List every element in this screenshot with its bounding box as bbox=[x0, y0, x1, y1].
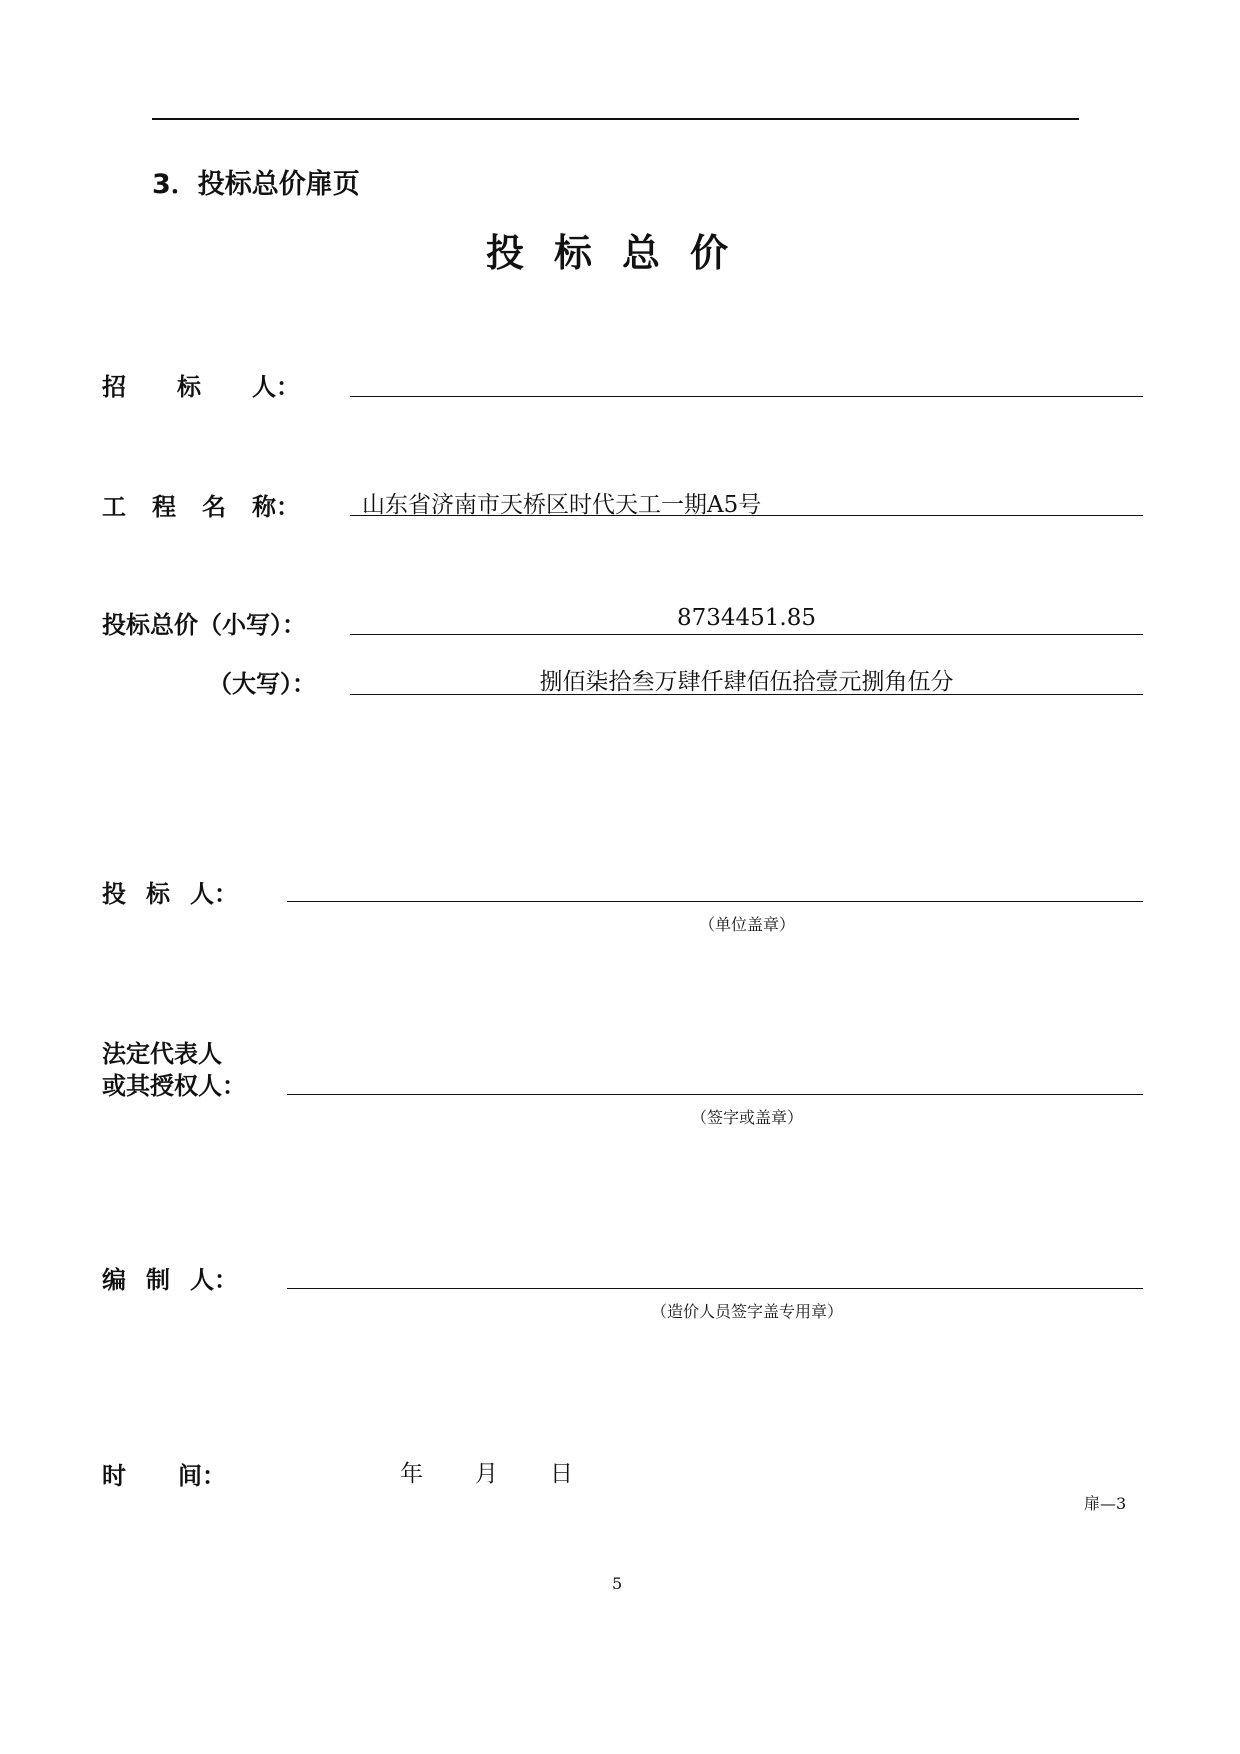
total-price-large-label: （大写）： bbox=[208, 670, 316, 698]
legal-rep-note: （签字或盖章） bbox=[690, 1108, 803, 1127]
total-price-large-line bbox=[350, 694, 1143, 695]
bidder-note: （单位盖章） bbox=[698, 915, 795, 934]
date-day[interactable]: 日 bbox=[550, 1461, 573, 1487]
project-name-label-char: 工 bbox=[102, 493, 126, 521]
legal-rep-line[interactable] bbox=[287, 1094, 1143, 1095]
section-heading: 3．投标总价扉页 bbox=[152, 169, 360, 200]
tenderee-label-char: 人： bbox=[252, 373, 300, 401]
bidder-label-char: 人： bbox=[190, 880, 238, 908]
date-label bbox=[102, 1456, 226, 1491]
project-name-label-char: 称： bbox=[252, 493, 300, 521]
tenderee-label-char: 标 bbox=[177, 373, 201, 401]
legal-rep-label-line2: 或其授权人： bbox=[102, 1072, 246, 1100]
total-price-large-value[interactable]: 捌佰柒拾叁万肆仟肆佰伍拾壹元捌角伍分 bbox=[539, 669, 954, 695]
legal-rep-label-line1: 法定代表人 bbox=[102, 1040, 222, 1068]
page-title: 投标总价 bbox=[486, 231, 759, 275]
compiler-label-char: 制 bbox=[146, 1266, 170, 1294]
total-price-small-label: 投标总价（小写）： bbox=[102, 611, 306, 639]
date-label-char: 时 bbox=[102, 1462, 126, 1490]
compiler-note: （造价人员签字盖专用章） bbox=[650, 1302, 843, 1321]
project-name-label-char: 程 bbox=[152, 493, 176, 521]
bidder-label-char: 标 bbox=[146, 880, 170, 908]
total-price-small-value[interactable]: 8734451.85 bbox=[676, 605, 816, 631]
page-number: 5 bbox=[612, 1574, 623, 1593]
tenderee-line bbox=[350, 396, 1143, 397]
compiler-label bbox=[102, 1260, 238, 1295]
project-name-label-char: 名 bbox=[202, 493, 226, 521]
tenderee-label bbox=[102, 367, 300, 402]
top-rule bbox=[152, 118, 1079, 120]
bidder-line[interactable] bbox=[287, 901, 1143, 902]
date-year[interactable]: 年 bbox=[400, 1461, 423, 1487]
compiler-label-char: 人： bbox=[190, 1266, 238, 1294]
total-price-small-line bbox=[350, 634, 1143, 635]
compiler-line[interactable] bbox=[287, 1288, 1143, 1289]
project-name-label bbox=[102, 487, 300, 522]
bidder-label bbox=[102, 874, 238, 909]
tenderee-label-char: 招 bbox=[102, 373, 126, 401]
date-label-char: 间： bbox=[178, 1462, 226, 1490]
compiler-label-char: 编 bbox=[102, 1266, 126, 1294]
date-month[interactable]: 月 bbox=[475, 1461, 498, 1487]
bidder-label-char: 投 bbox=[102, 880, 126, 908]
project-name-value[interactable]: 山东省济南市天桥区时代天工一期A5号 bbox=[362, 492, 762, 518]
doc-code: 扉—3 bbox=[1084, 1494, 1127, 1513]
project-name-line bbox=[350, 515, 1143, 516]
